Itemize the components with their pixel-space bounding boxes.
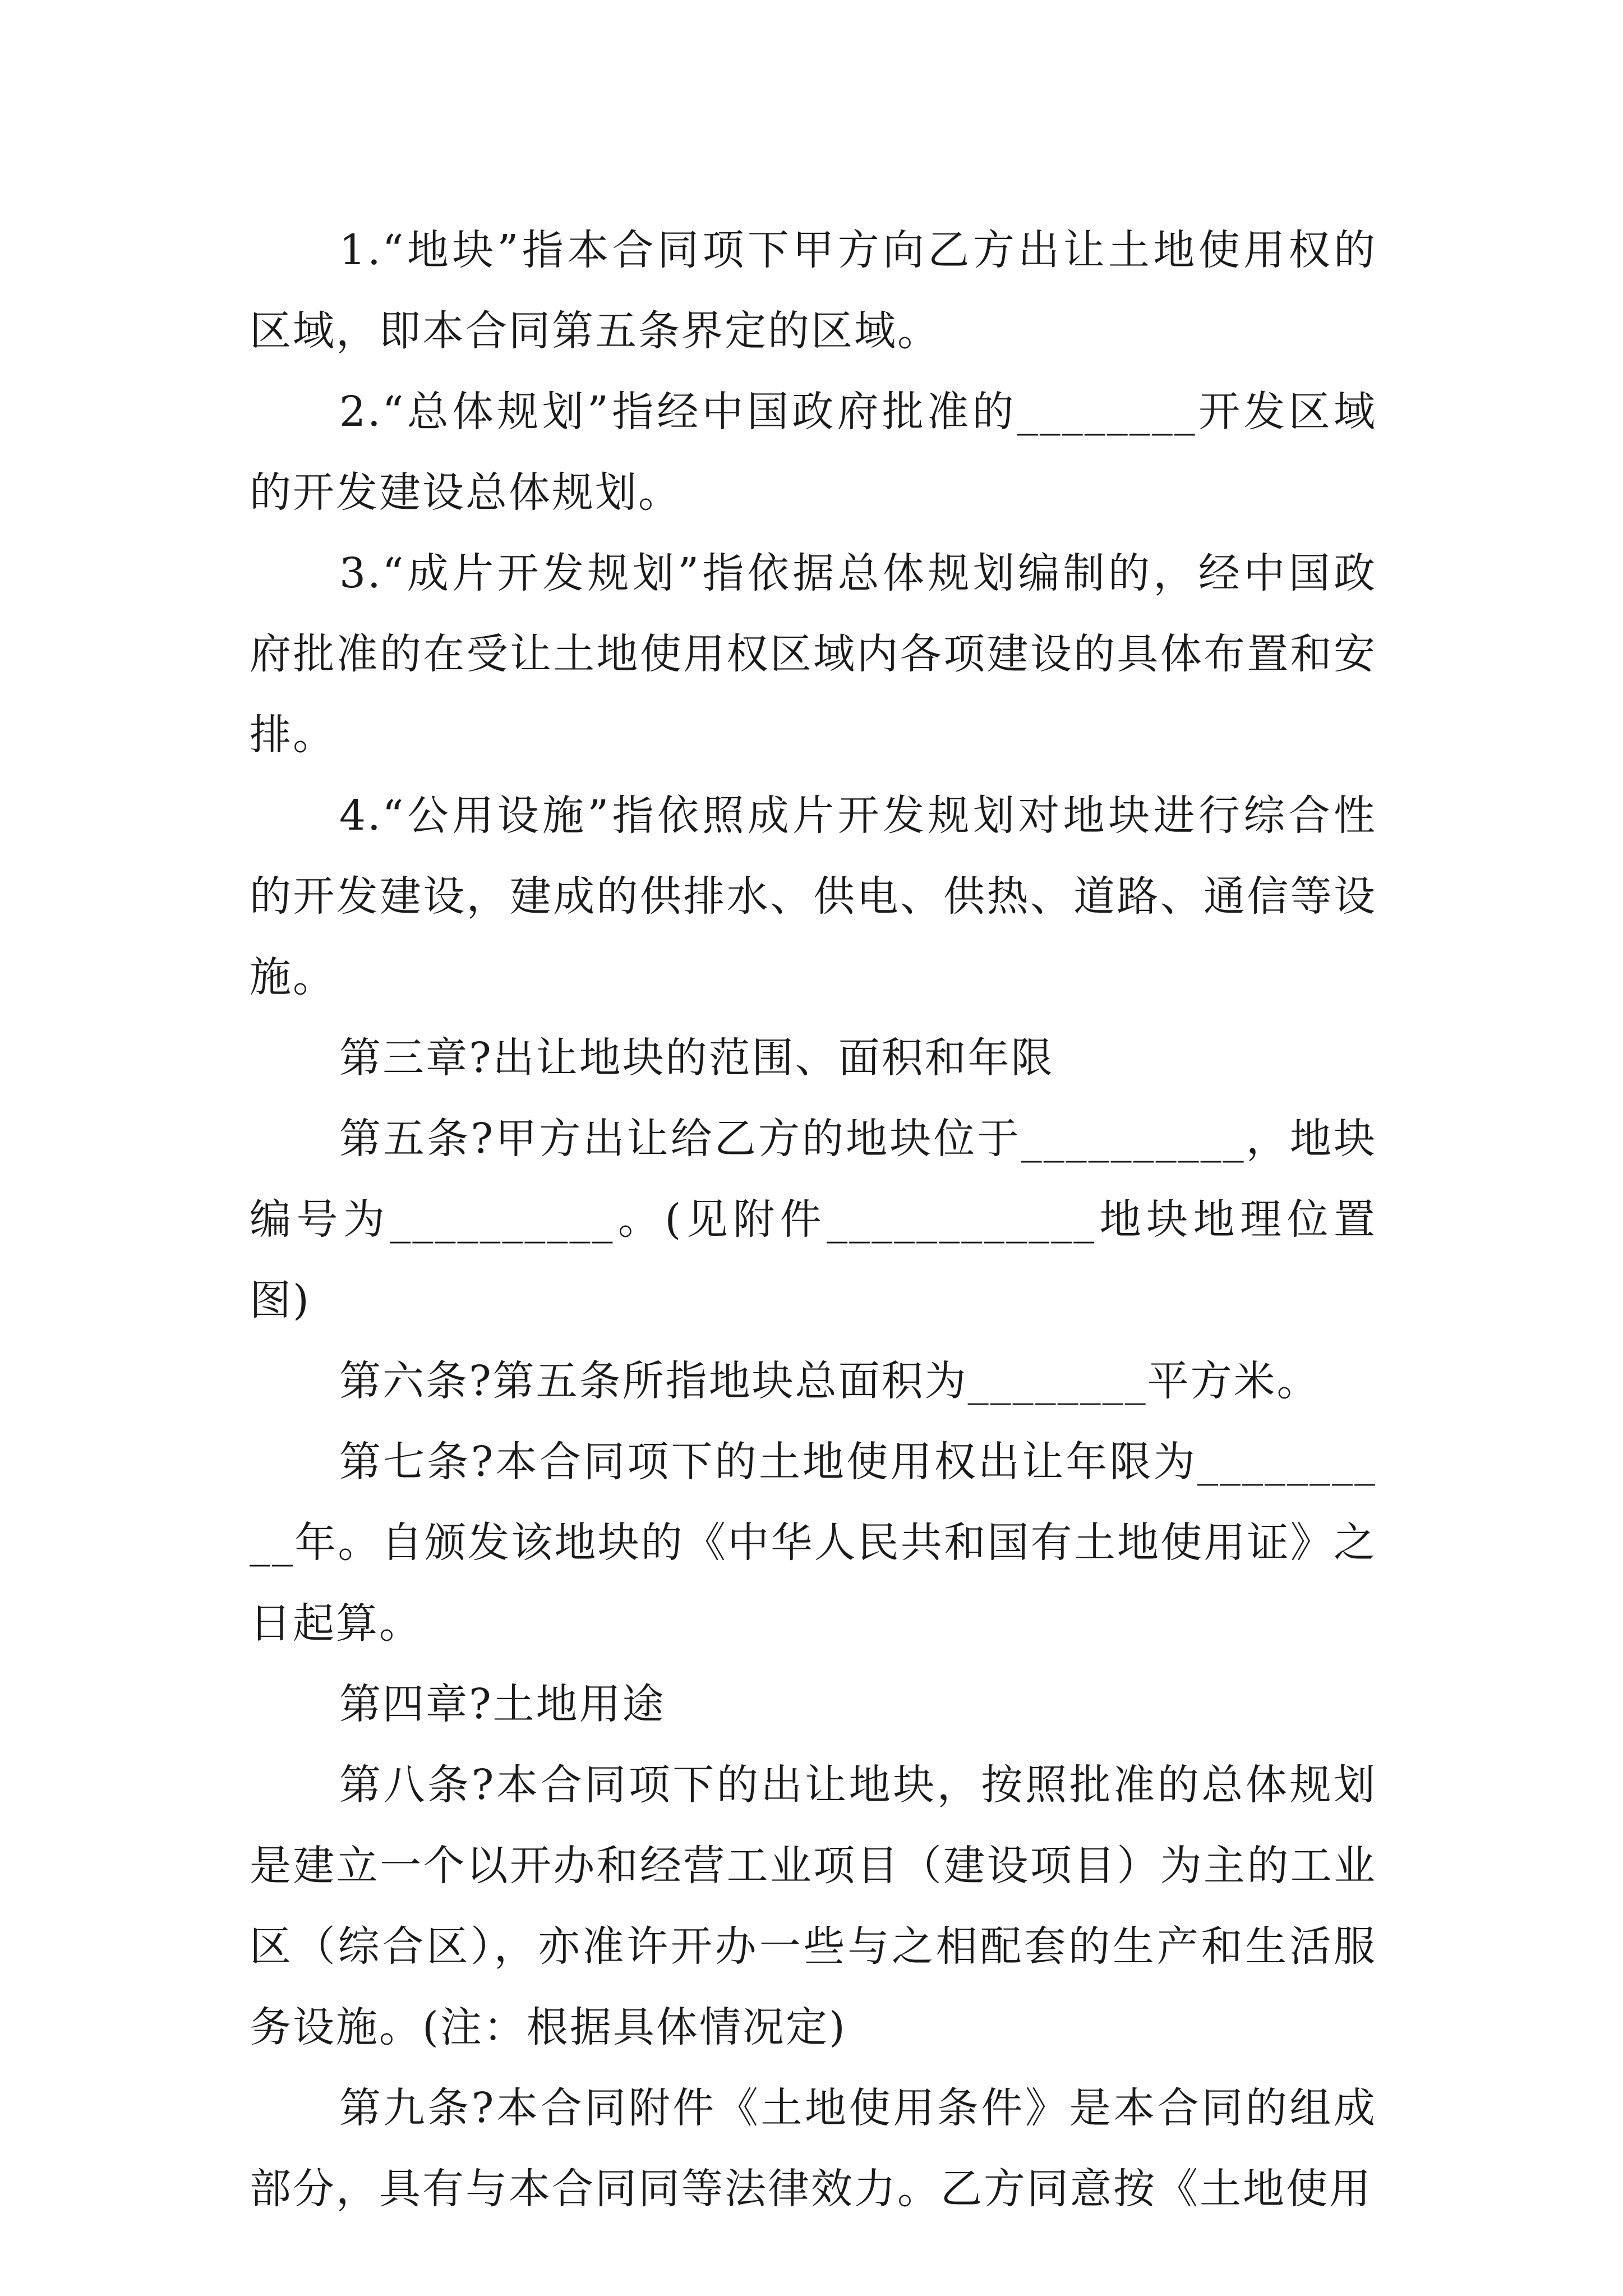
- chapter-4-heading: 第四章?土地用途: [339, 1680, 666, 1728]
- definition-plot: 1.“地块”指本合同项下甲方向乙方出让土地使用权的区域，即本合同第五条界定的区域。: [250, 226, 1377, 355]
- definition-block-development-plan: 3.“成片开发规划”指依据总体规划编制的，经中国政府批准的在受让土地使用权区域内各项建设的具体布置和安排。: [250, 549, 1377, 759]
- article-9: 第九条?本合同附件《土地使用条件》是本合同的组成部分，具有与本合同同等法律效力。乙方同意按《土地使用: [250, 2084, 1377, 2213]
- article-5: 第五条?甲方出让给乙方的地块位于__________，地块编号为__________。(见附件____________地块地理位置图): [250, 1115, 1377, 1324]
- article-6: 第六条?第五条所指地块总面积为________平方米。: [339, 1357, 1320, 1405]
- document-body: [250, 210, 1377, 2229]
- article-8: 第八条?本合同项下的出让地块，按照批准的总体规划是建立一个以开办和经营工业项目（建设项目）为主的工业区（综合区），亦准许开办一些与之相配套的生产和生活服务设施。(注：根据具体情况定): [250, 1761, 1377, 2051]
- chapter-3-heading: 第三章?出让地块的范围、面积和年限: [339, 1034, 1054, 1082]
- definition-master-plan: 2.“总体规划”指经中国政府批准的________开发区域的开发建设总体规划。: [250, 388, 1377, 517]
- definition-public-facilities: 4.“公用设施”指依照成片开发规划对地块进行综合性的开发建设，建成的供排水、供电、供热、道路、通信等设施。: [250, 792, 1377, 1001]
- article-7: 第七条?本合同项下的土地使用权出让年限为__________年。自颁发该地块的《中华人民共和国有土地使用证》之日起算。: [250, 1438, 1377, 1648]
